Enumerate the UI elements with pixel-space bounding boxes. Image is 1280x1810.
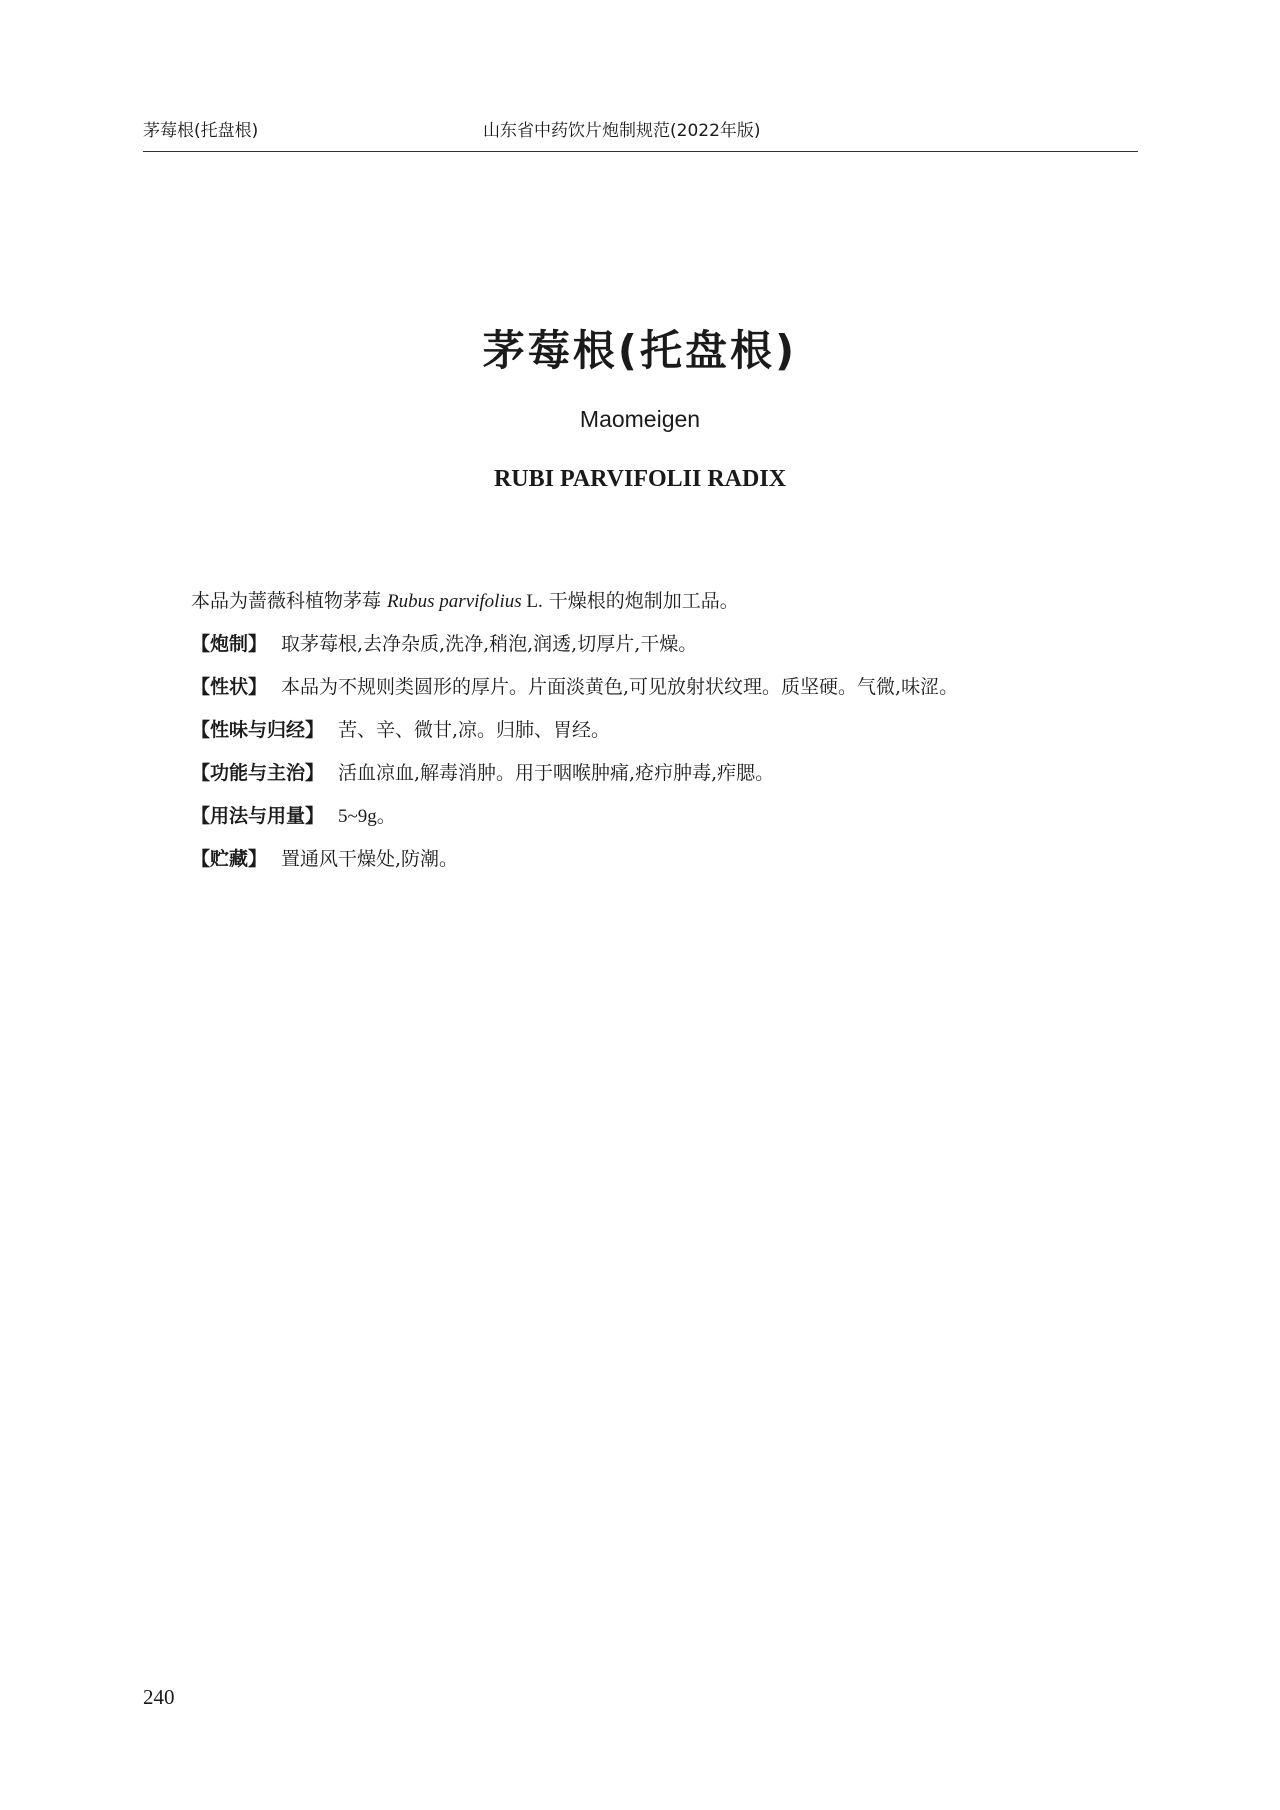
intro-after: 干燥根的炮制加工品。 <box>542 590 739 612</box>
section-label: 【功能与主治】 <box>191 762 325 784</box>
section-text: 本品为不规则类圆形的厚片。片面淡黄色,可见放射状纹理。质坚硬。气微,味涩。 <box>281 676 959 698</box>
section-storage <box>143 838 1143 881</box>
section-description <box>143 666 1143 709</box>
intro-paragraph <box>143 580 1143 623</box>
monograph-body <box>143 580 1143 881</box>
running-header <box>143 112 1138 152</box>
section-processing <box>143 623 1143 666</box>
species-author: L. <box>521 591 543 612</box>
page-title: 茅莓根(托盘根) <box>482 326 798 375</box>
title-pinyin: Maomeigen <box>579 406 701 432</box>
intro-before: 本品为蔷薇科植物茅莓 <box>191 590 388 612</box>
section-nature-meridian <box>143 709 1143 752</box>
section-text: 苦、辛、微甘,凉。归肺、胃经。 <box>338 719 611 741</box>
section-label: 【炮制】 <box>191 633 268 655</box>
section-text: 活血凉血,解毒消肿。用于咽喉肿痛,疮疖肿毒,痄腮。 <box>338 762 775 784</box>
section-label: 【用法与用量】 <box>191 805 325 827</box>
section-label: 【贮藏】 <box>191 848 268 870</box>
section-usage-dosage <box>143 795 1143 838</box>
section-text: 置通风干燥处,防潮。 <box>281 848 459 870</box>
title-latin: RUBI PARVIFOLII RADIX <box>493 466 787 492</box>
section-label: 【性状】 <box>191 676 268 698</box>
section-function-indication <box>143 752 1143 795</box>
section-text: 5~9g。 <box>338 806 396 827</box>
species-name: Rubus parvifolius <box>387 591 522 612</box>
section-text: 取茅莓根,去净杂质,洗净,稍泡,润透,切厚片,干燥。 <box>281 633 698 655</box>
header-divider <box>143 151 1138 152</box>
header-section-title: 茅莓根(托盘根) <box>143 121 259 141</box>
section-label: 【性味与归经】 <box>191 719 325 741</box>
header-book-title: 山东省中药饮片炮制规范(2022年版) <box>483 121 761 141</box>
page-number: 240 <box>143 1685 175 1709</box>
